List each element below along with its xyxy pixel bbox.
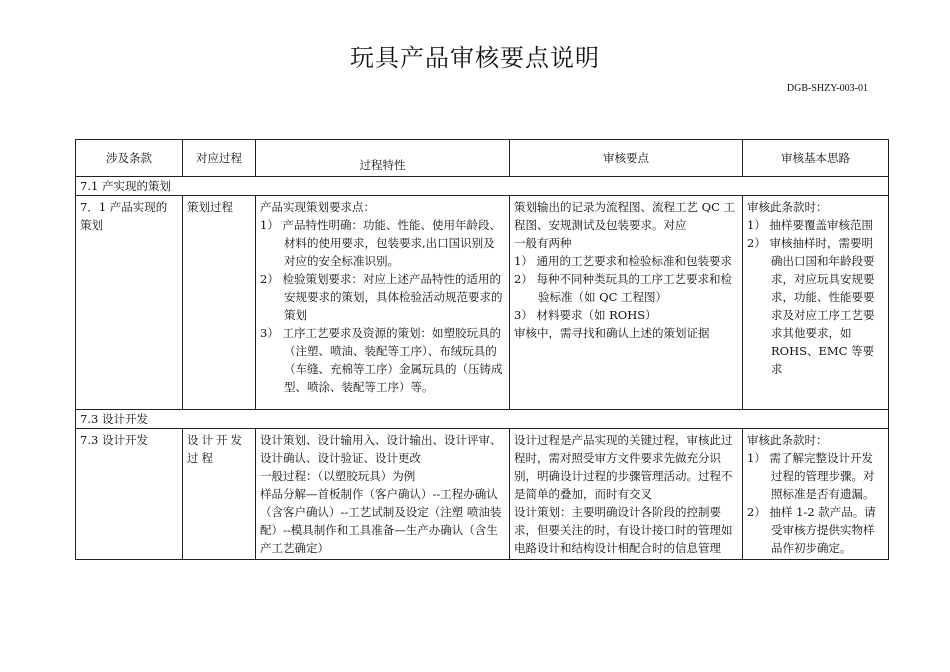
table-row — [76, 196, 889, 410]
table-row — [76, 429, 889, 560]
audit-points-cell — [510, 429, 743, 560]
audit-paragraph: 设计策划：主要明确设计各阶段的控制要求，但要关注的时，有设计接口时的管理如电路设计和结构设计相配合时的信息管理 — [514, 505, 733, 555]
list-item: 1） 需了解完整设计开发过程的管理步骤。对照标准是否有遗漏。 — [747, 451, 875, 501]
audit-points-cell — [510, 196, 743, 410]
audit-intro: 一般有两种 — [514, 236, 572, 250]
approach-intro: 审核此条款时： — [747, 433, 828, 447]
process-cell: 设计开发过程 — [183, 429, 256, 560]
header-process: 对应过程 — [183, 140, 256, 177]
document-number: DGB-SHZY-003-01 — [786, 83, 868, 94]
characteristics-paragraph: 样品分解—首板制作（客户确认）--工程办确认（含客户确认）--工艺试制及设定（注塑 喷油装配）--模具制作和工具准备—生产办确认（含生产工艺确定） — [260, 487, 502, 555]
header-audit-points: 审核要点 — [510, 140, 743, 177]
audit-intro: 策划输出的记录为流程图、流程工艺 QC 工程图、安规测试及包装要求。对应 — [514, 200, 736, 232]
list-item: 1） 抽样要覆盖审核范围 — [747, 218, 873, 232]
clause-cell: 7．1 产品实现的策划 — [76, 196, 183, 410]
section-label: 7.3 设计开发 — [76, 410, 889, 429]
list-item: 2） 检验策划要求：对应上述产品特性的适用的安规要求的策划，具体检验活动规范要求的策划 — [260, 272, 503, 322]
approach-intro: 审核此条款时： — [747, 200, 828, 214]
header-characteristics: 过程特性 — [256, 140, 510, 177]
process-cell: 策划过程 — [183, 196, 256, 410]
characteristics-paragraph: 设计策划、设计输用入、设计输出、设计评审、设计确认、设计验证、设计更改 — [260, 433, 502, 465]
header-clause: 涉及条款 — [76, 140, 183, 177]
list-item: 3） 工序工艺要求及资源的策划：如塑胶玩具的（注塑、喷油、装配等工序）、布绒玩具的（车缝、充棉等工序）金属玩具的（压铸成型、喷涂、装配等工序）等。 — [260, 326, 503, 394]
characteristics-cell — [256, 429, 510, 560]
list-item: 1） 通用的工艺要求和检验标准和包装要求 — [514, 254, 732, 268]
list-item: 2） 抽样 1-2 款产品。请受审核方提供实物样品作初步确定。 — [747, 505, 876, 555]
table-header-row — [76, 140, 889, 177]
approach-cell — [743, 196, 889, 410]
characteristics-paragraph: 一般过程：（以塑胶玩具）为例 — [260, 469, 416, 483]
list-item: 2） 审核抽样时，需要明确出口国和年龄段要求，对应玩具安规要求，功能、性能要要求及对应工序工艺要求其他要求，如ROHS、EMC 等要求 — [747, 236, 875, 376]
section-row — [76, 177, 889, 196]
characteristics-intro: 产品实现策划要求点： — [260, 200, 375, 214]
list-item: 2） 每种不同种类玩具的工序工艺要求和检验标准（如 QC 工程图） — [514, 272, 732, 304]
list-item: 1） 产品特性明确：功能、性能、使用年龄段、材料的使用要求，包装要求,出口国识别及对应的安全标准识别。 — [260, 218, 501, 268]
audit-outro: 审核中，需寻找和确认上述的策划证据 — [514, 326, 710, 340]
document-title: 玩具产品审核要点说明 — [350, 44, 600, 72]
approach-cell — [743, 429, 889, 560]
section-row — [76, 410, 889, 429]
clause-cell: 7.3 设计开发 — [76, 429, 183, 560]
section-label: 7.1 产实现的策划 — [76, 177, 889, 196]
characteristics-cell — [256, 196, 510, 410]
list-item: 3） 材料要求（如 ROHS） — [514, 308, 657, 322]
header-approach: 审核基本思路 — [743, 140, 889, 177]
audit-table — [75, 139, 889, 560]
audit-paragraph: 设计过程是产品实现的关键过程，审核此过程时，需对照受审方文件要求先做充分识别，明确设计过程的步骤管理活动。过程不是简单的叠加，而时有交叉 — [514, 433, 733, 501]
